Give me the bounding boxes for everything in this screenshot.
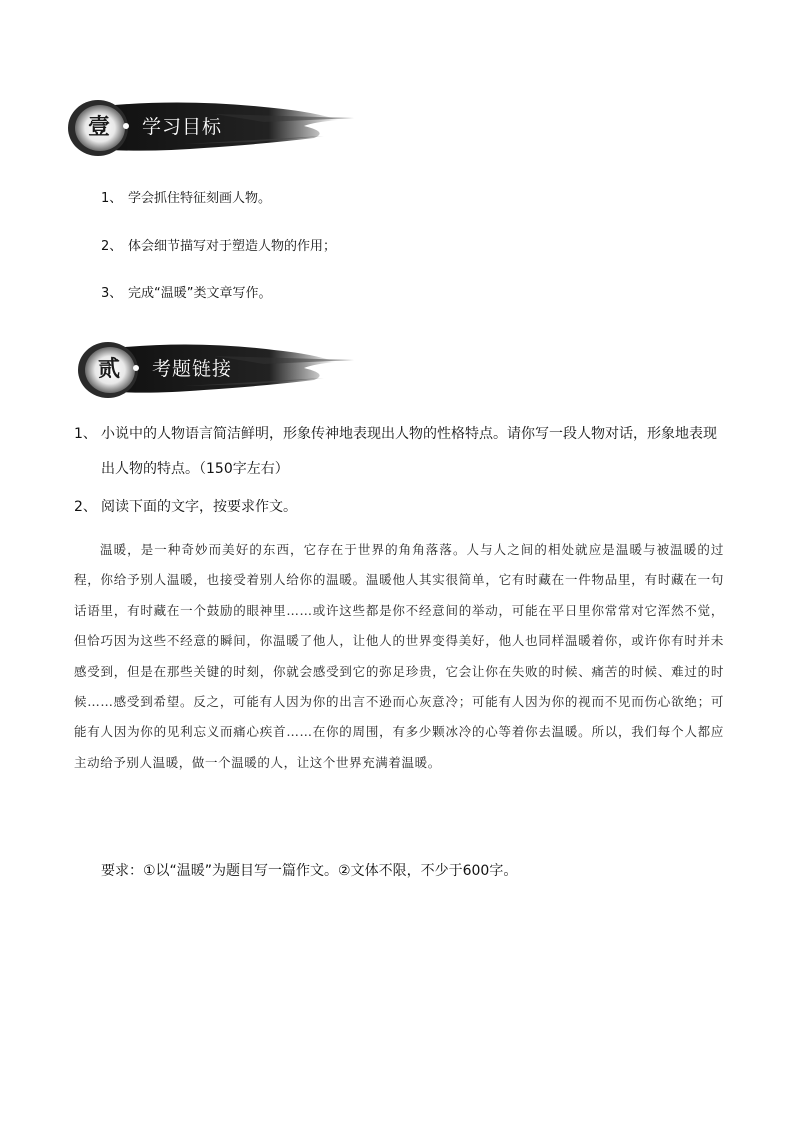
- question-item: [74, 423, 717, 445]
- question-number: 1、: [74, 426, 97, 442]
- objective-item: [101, 285, 271, 303]
- question-text: 阅读下面的文字，按要求作文。: [101, 499, 297, 515]
- section-number: 壹: [88, 114, 111, 140]
- objective-text: 学会抓住特征刻画人物。: [128, 191, 272, 206]
- question-text: 小说中的人物语言简洁鲜明，形象传神地表现出人物的性格特点。请你写一段人物对话，形象地表现: [101, 426, 717, 442]
- objective-item: [101, 238, 336, 256]
- objective-number: 1、: [101, 191, 123, 206]
- objective-text: 完成“温暖”类文章写作。: [128, 286, 272, 301]
- reading-passage: 温暖，是一种奇妙而美好的东西，它存在于世界的角角落落。人与人之间的相处就应是温暖与被温暖的过程，你给予别人温暖，也接受着别人给你的温暖。温暖他人其实很简单，它有时藏在一件物品里，有时藏在一句话语里，有时藏在一个鼓励的眼神里……或许这些都是你不经意间的举动，可能在平日里你常常对它浑然不觉，但恰巧因为这些不经意的瞬间，你温暖了他人，让他人的世界变得美好，他人也同样温暖着你，或许你有时并未感受到，但是在那些关键的时刻，你就会感受到它的弥足珍贵，它会让你在失败的时候、痛苦的时候、难过的时候……感受到希望。反之，可能有人因为你的出言不逊而心灰意冷；可能有人因为你的视而不见而伤心欲绝；可能有人因为你的见利忘义而痛心疾首……在你的周围，有多少颗冰冷的心等着你去温暖。所以，我们每个人都应主动给予别人温暖，做一个温暖的人，让这个世界充满着温暖。: [74, 542, 724, 770]
- objective-text: 体会细节描写对于塑造人物的作用；: [128, 239, 337, 254]
- section-title: 学习目标: [142, 116, 223, 138]
- question-text-continued: 出人物的特点。（150字左右）: [101, 461, 289, 477]
- requirement-text: 要求：①以“温暖”为题目写一篇作文。②文体不限，不少于600字。: [101, 863, 518, 879]
- section-number: 贰: [98, 356, 121, 382]
- section-title: 考题链接: [152, 358, 233, 380]
- question-number: 2、: [74, 499, 97, 515]
- objective-number: 2、: [101, 239, 123, 254]
- section-banner-2: [74, 334, 374, 406]
- objective-number: 3、: [101, 286, 123, 301]
- section-banner-1: [64, 92, 364, 164]
- objective-item: [101, 190, 271, 208]
- question-item: [74, 496, 297, 518]
